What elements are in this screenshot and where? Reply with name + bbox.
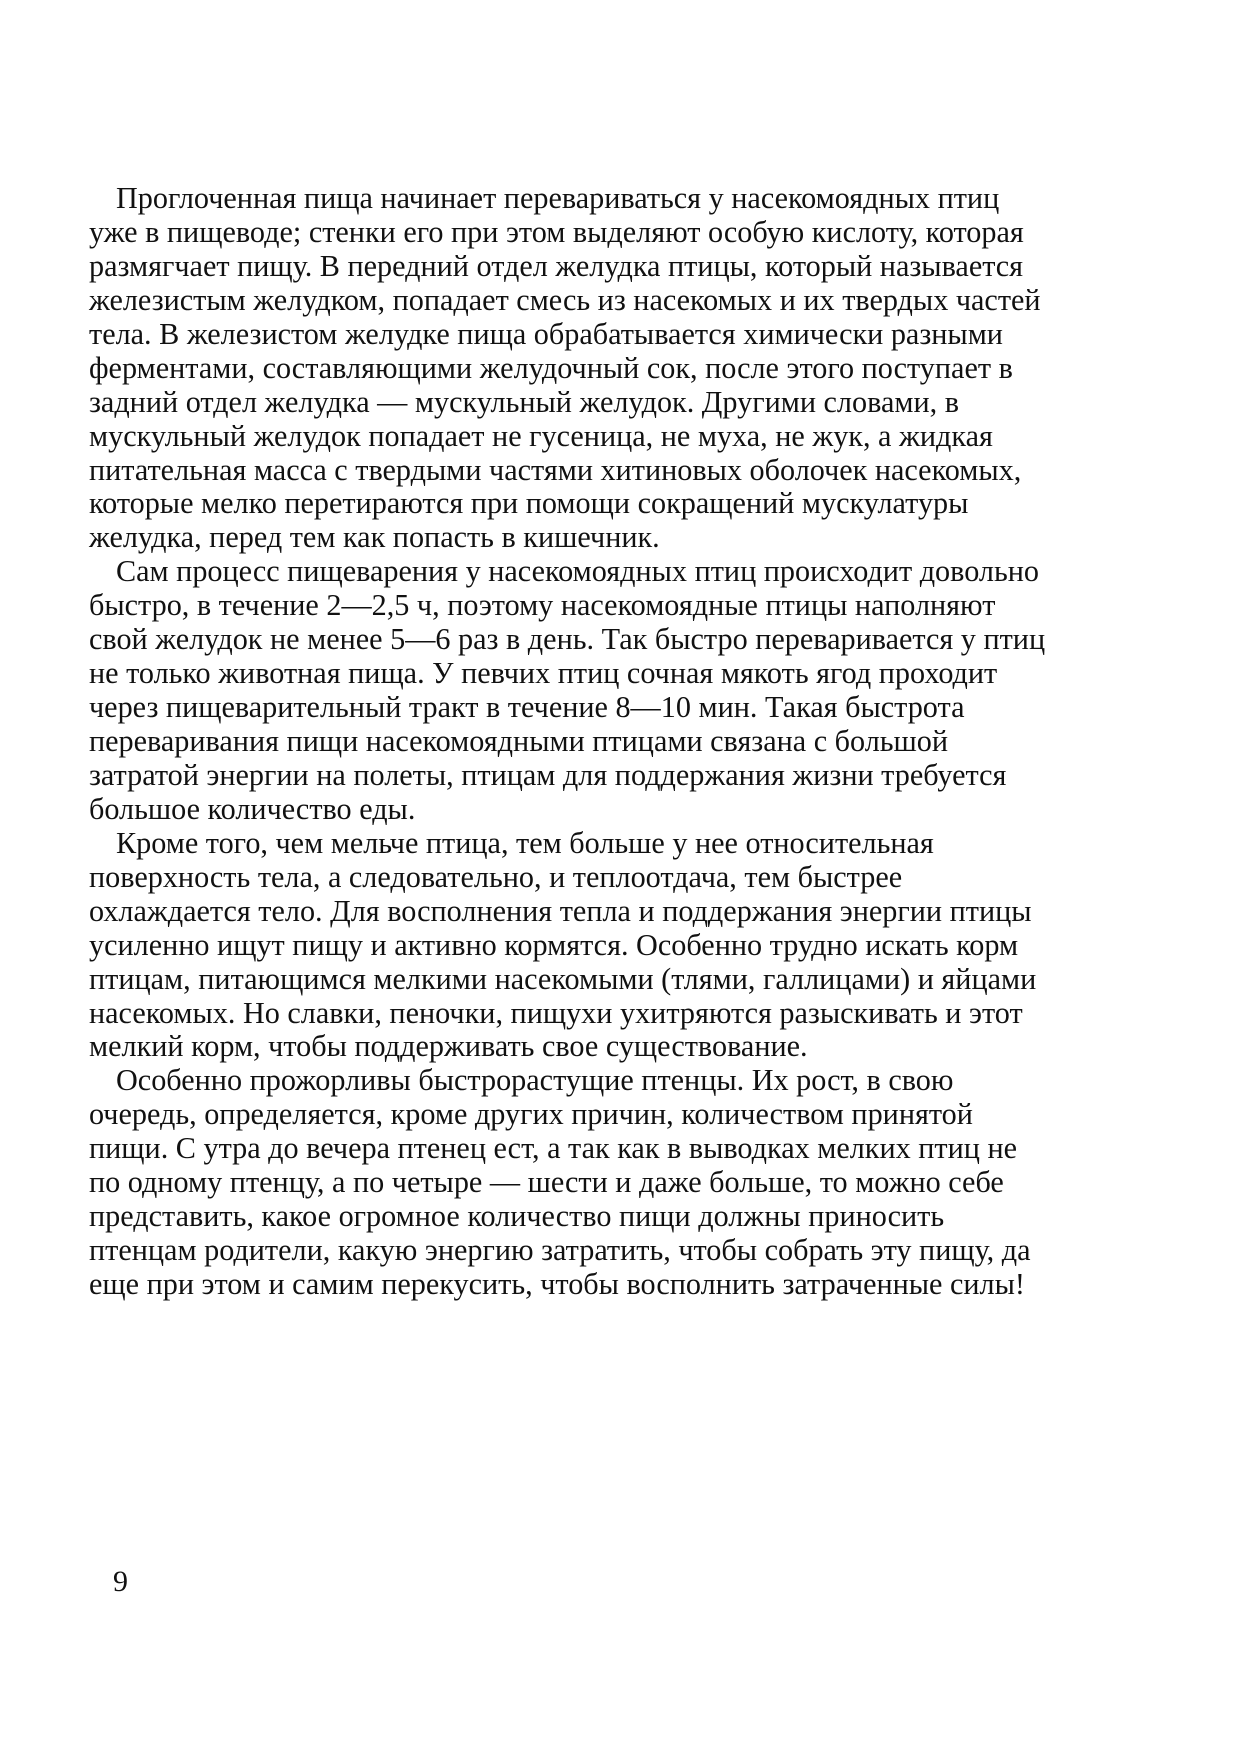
text-line: очередь, определяется, кроме других причин, количеством принятой [89,1097,973,1132]
body-text [89,182,1169,1302]
text-line: затратой энергии на полеты, птицам для поддержания жизни требуется [89,757,1007,792]
text-line: Кроме того, чем мельче птица, тем больше у нее относительная [116,825,934,860]
paragraph-2 [89,555,1169,827]
text-line: еще при этом и самим перекусить, чтобы восполнить затраченные силы! [89,1267,1025,1301]
text-line: через пищеварительный тракт в течение 8—10 мин. Такая быстрота [89,690,965,725]
text-line: представить, какое огромное количество пищи должны приносить [89,1199,945,1234]
text-line: тела. В железистом желудке пища обрабатывается химически разными [89,316,1003,351]
text-line: переваривания пищи насекомоядными птицами связана с большой [89,724,949,758]
text-line: размягчает пищу. В передний отдел желудка птицы, который называется [89,248,1024,283]
text-line: свой желудок не менее 5—6 раз в день. Так быстро переваривается у птиц [89,622,1046,657]
text-line: не только животная пища. У певчих птиц сочная мякоть ягод проходит [89,656,998,691]
text-line: питательная масса с твердыми частями хитиновых оболочек насекомых, [89,452,1022,487]
text-line: по одному птенцу, а по четыре — шести и даже больше, то можно себе [89,1165,1004,1200]
text-line: задний отдел желудка — мускульный желудок. Другими словами, в [89,384,959,419]
text-line: ферментами, составляющими желудочный сок, после этого поступает в [89,350,1013,385]
text-line: Проглоченная пища начинает перевариваться у насекомоядных птиц [116,181,1000,215]
text-line: уже в пищеводе; стенки его при этом выделяют особую кислоту, которая [89,214,1024,249]
text-line: охлаждается тело. Для восполнения тепла и поддержания энергии птицы [89,893,1032,928]
text-line: Особенно прожорливы быстрорастущие птенцы. Их рост, в свою [116,1063,954,1098]
text-line: птицам, питающимся мелкими насекомыми (тлями, галлицами) и яйцами [89,961,1037,996]
paragraph-3 [89,827,1169,1065]
page-number: 9 [113,1565,128,1598]
text-line: поверхность тела, а следовательно, и теплоотдача, тем быстрее [89,859,903,894]
text-line: железистым желудком, попадает смесь из насекомых и их твердых частей [89,282,1041,317]
paragraph-4 [89,1064,1169,1302]
text-line: насекомых. Но славки, пеночки, пищухи ухитряются разыскивать и этот [89,995,1023,1030]
text-line: быстро, в течение 2—2,5 ч, поэтому насекомоядные птицы наполняют [89,588,996,623]
text-line: мускульный желудок попадает не гусеница, не муха, не жук, а жидкая [89,418,993,453]
text-line: большое количество еды. [89,791,416,826]
text-line: Сам процесс пищеварения у насекомоядных птиц происходит довольно [116,554,1039,589]
paragraph-1 [89,182,1169,555]
text-line: которые мелко перетираются при помощи сокращений мускулатуры [89,486,969,521]
text-line: мелкий корм, чтобы поддерживать свое существование. [89,1029,808,1064]
text-line: птенцам родители, какую энергию затратить, чтобы собрать эту пищу, да [89,1233,1031,1268]
text-line: усиленно ищут пищу и активно кормятся. Особенно трудно искать корм [89,927,1019,962]
text-line: желудка, перед тем как попасть в кишечник. [89,520,660,555]
text-line: пищи. С утра до вечера птенец ест, а так как в выводках мелких птиц не [89,1131,1018,1166]
